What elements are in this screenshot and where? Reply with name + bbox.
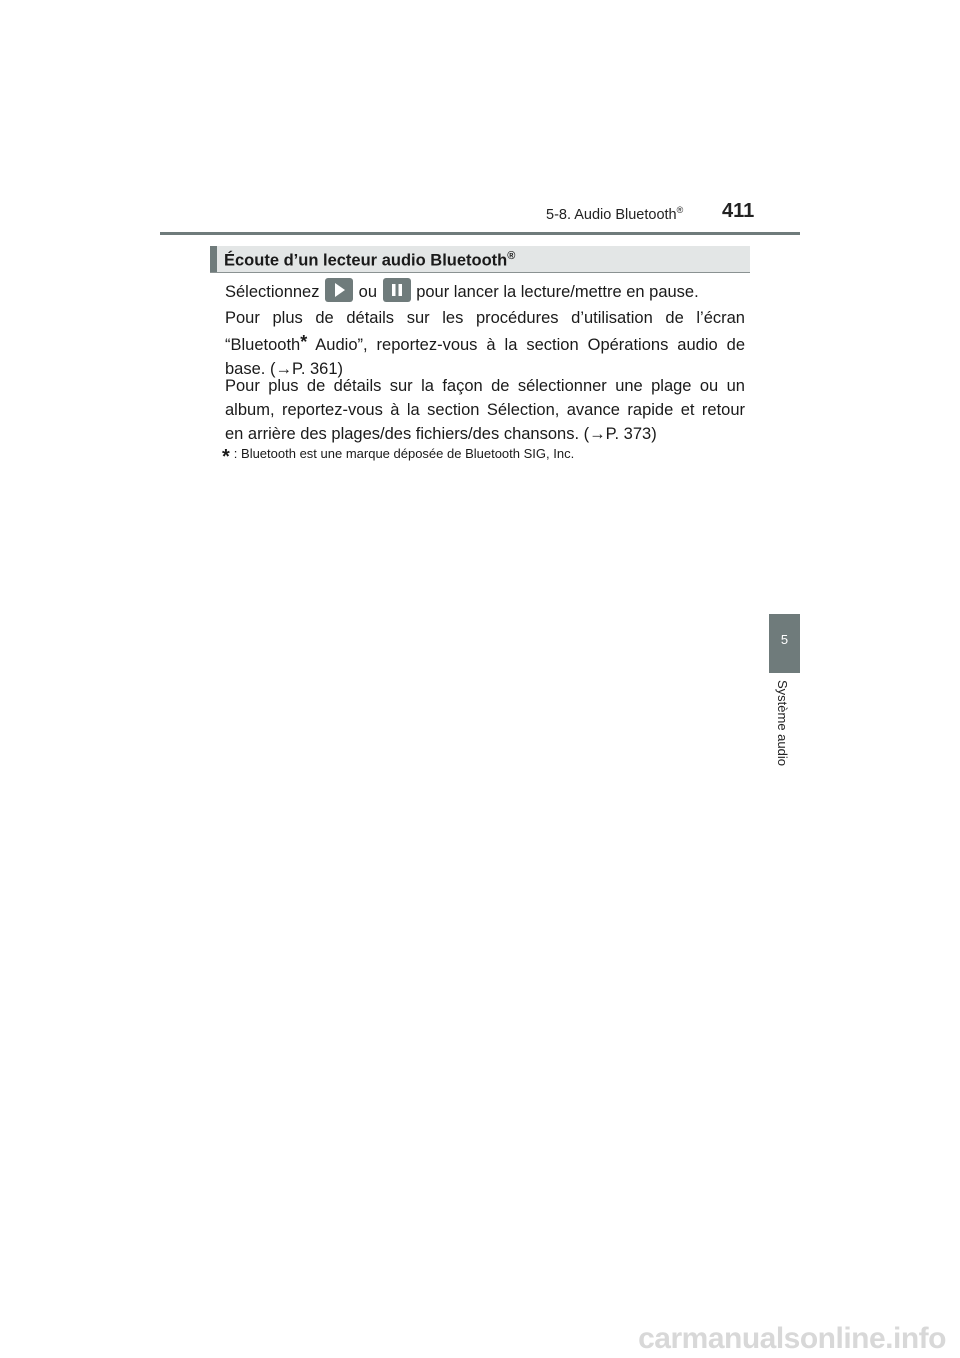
p2-line-2: “Bluetooth* Audio”, reportez-vous à la section Opérations audio de bbox=[225, 332, 745, 354]
p3-line-3: en arrière des plages/des fichiers/des chansons. (→P. 373) bbox=[225, 425, 657, 443]
section-label: 5-8. Audio Bluetooth® bbox=[546, 205, 684, 223]
paragraph-track-selection bbox=[225, 374, 745, 446]
heading-title: Écoute d’un lecteur audio Bluetooth® bbox=[224, 250, 516, 270]
footnote: * : Bluetooth est une marque déposée de Bluetooth SIG, Inc. bbox=[222, 446, 575, 468]
p2-line-1: Pour plus de détails sur les procédures d’utilisation de l’écran bbox=[225, 309, 745, 327]
chapter-title: Système audio bbox=[775, 680, 790, 766]
p3-line-1: Pour plus de détails sur la façon de sélectionner une plage ou un bbox=[225, 377, 745, 395]
section-heading bbox=[210, 246, 750, 273]
pause-icon bbox=[383, 278, 411, 302]
chapter-number: 5 bbox=[780, 632, 789, 647]
watermark: carmanualsonline.info bbox=[638, 1322, 946, 1355]
page-number: 411 bbox=[722, 200, 755, 222]
play-icon bbox=[325, 278, 353, 302]
p3-line-2: album, reportez-vous à la section Sélection, avance rapide et retour bbox=[225, 401, 745, 419]
chapter-tab bbox=[769, 614, 800, 673]
paragraph-play-pause: Sélectionnez ou pour lancer la lecture/mettre en pause. bbox=[225, 278, 745, 304]
heading-accent bbox=[210, 246, 217, 272]
paragraph-bluetooth-audio bbox=[225, 306, 745, 381]
header-rule bbox=[160, 232, 800, 235]
p2-line-3: base. (→P. 361) bbox=[225, 360, 344, 378]
